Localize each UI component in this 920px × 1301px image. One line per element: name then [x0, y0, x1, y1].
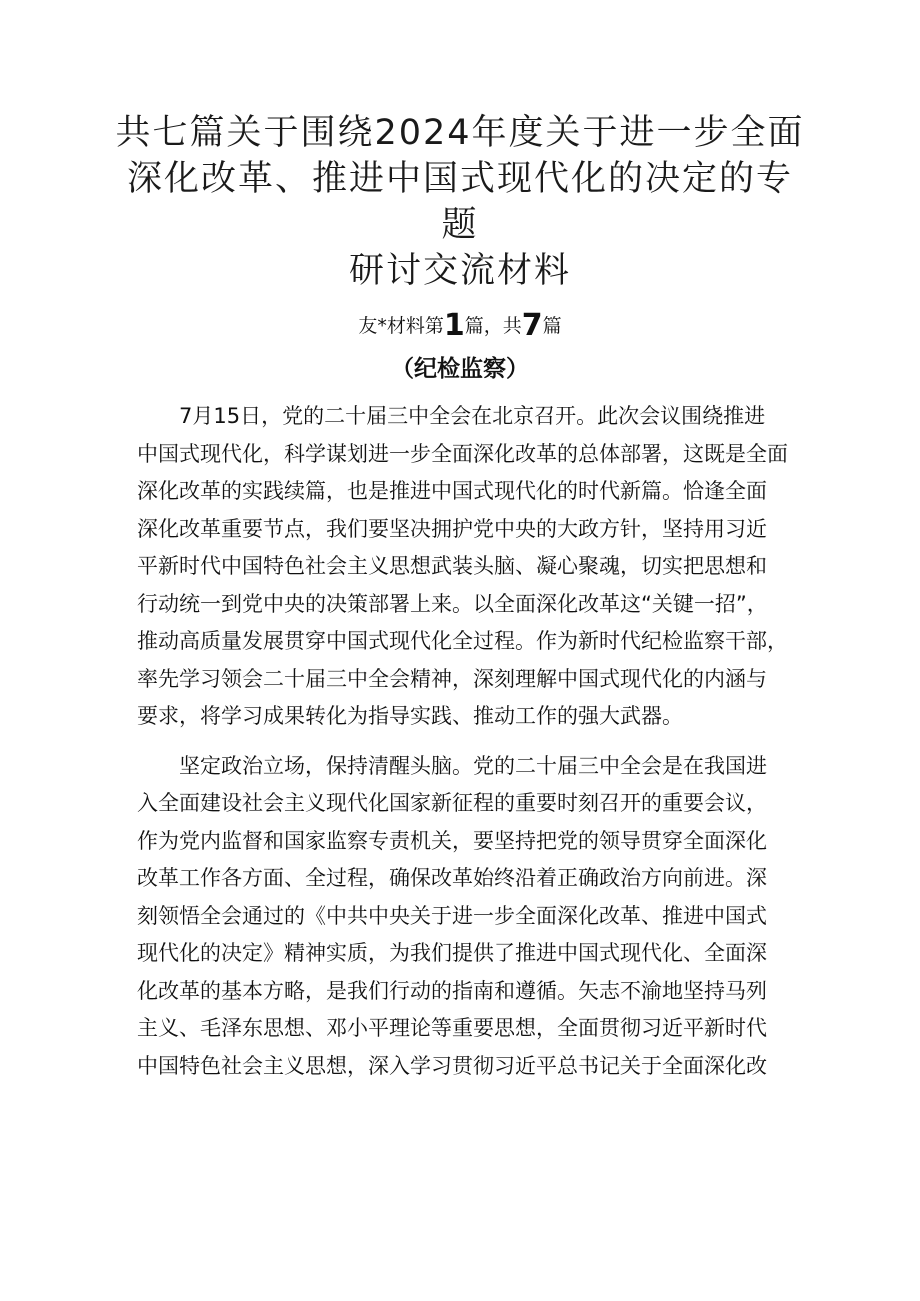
paragraph-line: 作为党内监督和国家监察专责机关，要坚持把党的领导贯穿全面深化 [137, 828, 767, 853]
paragraph-line: 平新时代中国特色社会主义思想武装头脑、凝心聚魂，切实把思想和 [137, 554, 767, 578]
paragraph-line: 行动统一到党中央的决策部署上来。以全面深化改革这“关键一招”， [137, 591, 768, 616]
paragraph-line: 率先学习领会二十届三中全会精神，深刻理解中国式现代化的内涵与 [137, 666, 767, 691]
meta-total-number: 7 [521, 308, 543, 343]
document-title [110, 110, 810, 294]
meta-prefix: 友*材料第 [358, 315, 444, 337]
paragraph-line: 深化改革重要节点，我们要坚决拥护党中央的大政方针，坚持用习近 [137, 516, 767, 541]
paragraph-line: 坚定政治立场，保持清醒头脑。党的二十届三中全会是在我国进 [179, 753, 767, 778]
title-line-3: 研讨交流材料 [348, 251, 571, 291]
paragraph-line: 现代化的决定》精神实质，为我们提供了推进中国式现代化、全面深 [137, 941, 767, 965]
document-body [137, 398, 795, 1085]
paragraph-line: 主义、毛泽东思想、邓小平理论等重要思想，全面贯彻习近平新时代 [137, 1016, 767, 1040]
paragraph-line: 中国特色社会主义思想，深入学习贯彻习近平总书记关于全面深化改 [137, 1053, 767, 1078]
paragraph-2 [137, 748, 795, 1086]
paragraph-line: 中国式现代化，科学谋划进一步全面深化改革的总体部署，这既是全面 [137, 441, 788, 466]
paragraph-line: 化改革的基本方略，是我们行动的指南和遵循。矢志不渝地坚持马列 [137, 978, 767, 1003]
paragraph-line: 7月15日，党的二十届三中全会在北京召开。此次会议围绕推进 [179, 404, 766, 428]
meta-mid: 篇，共 [464, 315, 522, 337]
meta-suffix: 篇 [542, 315, 562, 337]
paragraph-line: 入全面建设社会主义现代化国家新征程的重要时刻召开的重要会议， [137, 791, 767, 815]
paragraph-line: 改革工作各方面、全过程，确保改革始终沿着正确政治方向前进。深 [137, 866, 767, 890]
document-meta [0, 308, 920, 343]
paragraph-line: 推动高质量发展贯穿中国式现代化全过程。作为新时代纪检监察干部， [137, 629, 788, 653]
paragraph-line: 深化改革的实践续篇，也是推进中国式现代化的时代新篇。恰逢全面 [137, 479, 767, 503]
paragraph-line: 要求，将学习成果转化为指导实践、推动工作的强大武器。 [137, 704, 683, 728]
document-subtitle: （纪检监察） [391, 356, 529, 382]
title-line-2: 深化改革、推进中国式现代化的决定的专题 [126, 159, 793, 245]
paragraph-line: 刻领悟全会通过的《中共中央关于进一步全面深化改革、推进中国式 [137, 903, 767, 928]
meta-article-number: 1 [443, 308, 465, 343]
paragraph-1 [137, 398, 795, 736]
title-line-1: 共七篇关于围绕2024年度关于进一步全面 [115, 113, 805, 153]
